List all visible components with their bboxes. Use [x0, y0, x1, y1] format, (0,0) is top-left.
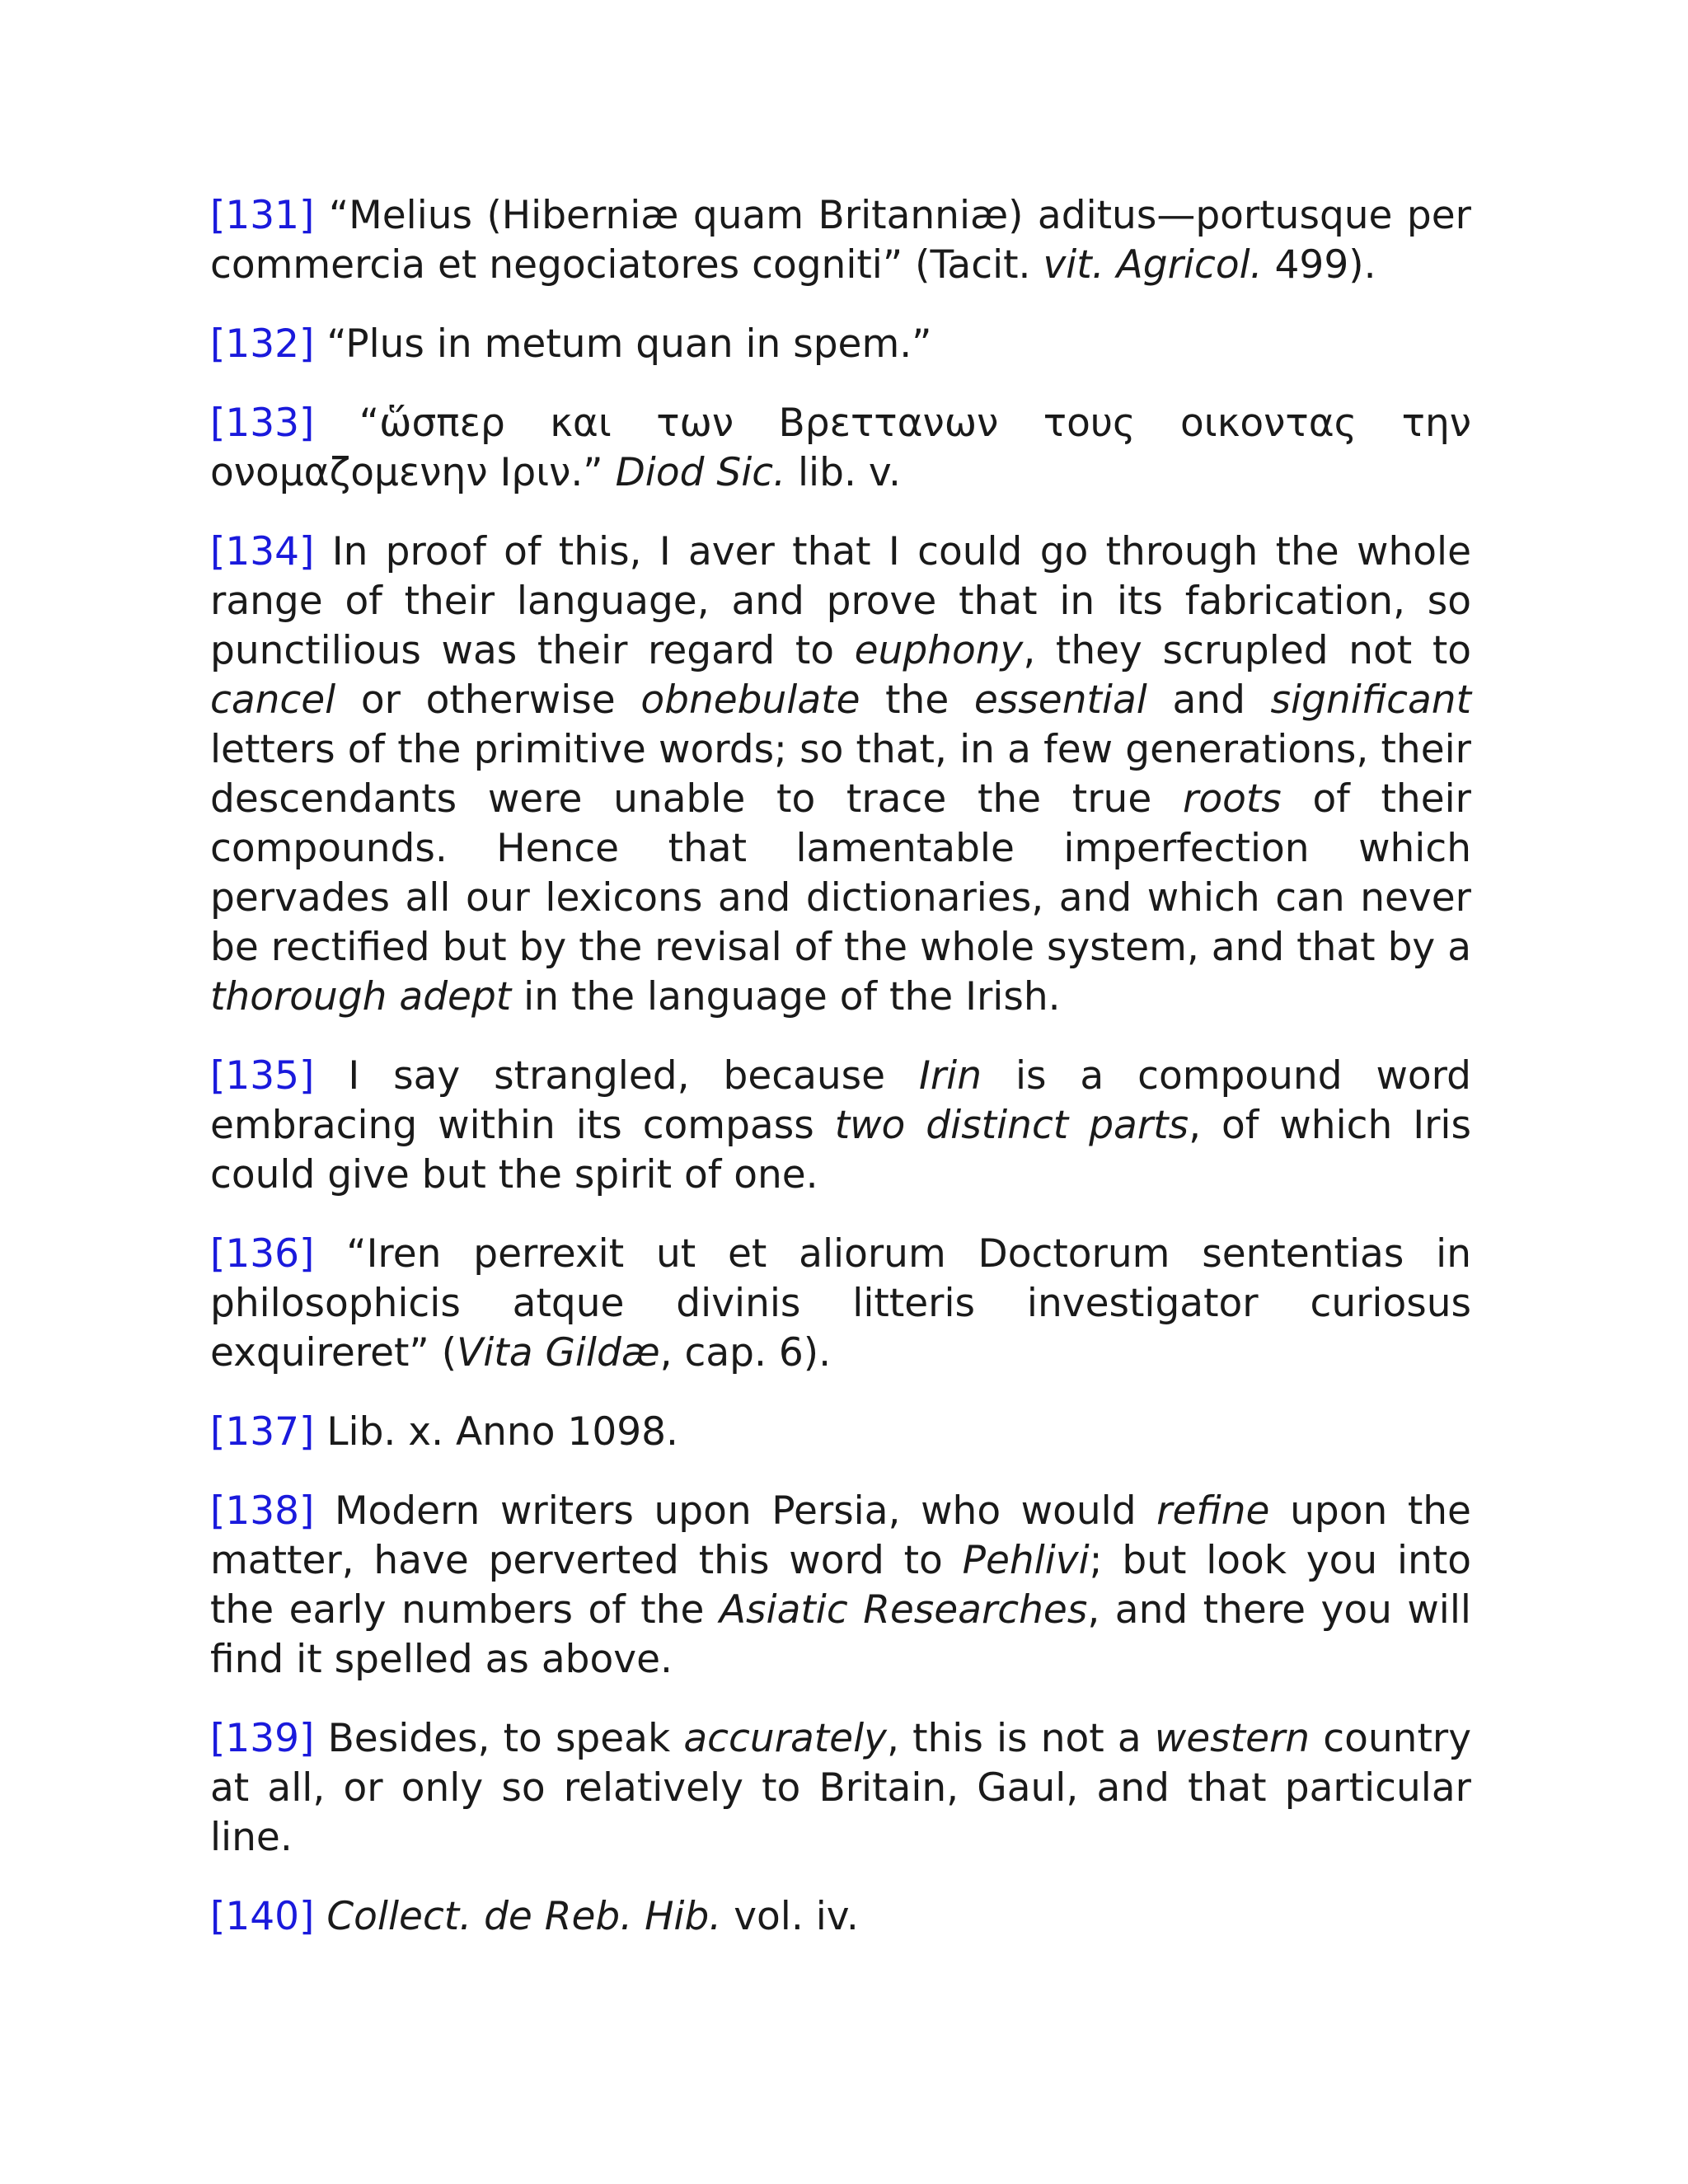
footnote-text: in the language of the Irish.	[511, 974, 1061, 1019]
footnote-131	[210, 191, 1471, 290]
footnote-italic-text: roots	[1183, 776, 1282, 822]
footnote-text: of their compounds. Hence that lamentable imperfection which pervades all our lexicons and dictionaries, and which can never be rectified but by the revisal of the whole system, and that by a	[210, 776, 1472, 970]
footnote-ref-link[interactable]: [140]	[210, 1894, 315, 1939]
footnote-136	[210, 1230, 1471, 1378]
footnote-text: is a compound word embracing within its compass	[210, 1053, 1471, 1148]
footnote-text: letters of the primitive words; so that, in a few generations, their descendants were unable to trace the true	[210, 727, 1471, 822]
footnote-ref-link[interactable]: [134]	[210, 529, 315, 574]
footnote-ref-link[interactable]: [137]	[210, 1409, 315, 1455]
footnote-text: “ὥσπερ και των Βρεττανων τους οικοντας την ονομαζομενην Ιριν.”	[210, 401, 1471, 495]
footnote-italic-text: Diod Sic.	[615, 450, 786, 495]
footnote-italic-text: Irin	[919, 1053, 982, 1099]
footnote-text: upon the matter, have perverted this word to	[210, 1488, 1471, 1583]
footnote-text: and	[1146, 677, 1271, 723]
footnote-133	[210, 399, 1471, 498]
footnote-italic-text: accurately	[683, 1716, 887, 1761]
footnote-text: the	[860, 677, 974, 723]
footnote-italic-text: western	[1154, 1716, 1311, 1761]
footnote-ref-link[interactable]: [136]	[210, 1231, 315, 1277]
footnote-italic-text: thorough adept	[210, 974, 512, 1019]
footnote-text: “Melius (Hiberniæ quam Britanniæ) aditus—portusque per commercia et negociatores cogniti” (Tacit.	[210, 193, 1471, 288]
footnote-italic-text: Asiatic Researches	[719, 1587, 1088, 1633]
footnote-italic-text: cancel	[210, 677, 336, 723]
footnote-text: vol. iv.	[721, 1894, 859, 1939]
footnote-italic-text: Vita Gildæ	[457, 1330, 660, 1376]
footnote-text: lib. v.	[785, 450, 901, 495]
footnote-text: In proof of this, I aver that I could go through the whole range of their language, and prove that in its fabrication, so punctilious was their regard to	[210, 529, 1471, 673]
footnote-ref-link[interactable]: [139]	[210, 1716, 315, 1761]
footnote-text: Modern writers upon Persia, who would	[335, 1488, 1157, 1534]
footnote-140	[210, 1892, 1471, 1942]
footnote-italic-text: refine	[1156, 1488, 1270, 1534]
footnote-italic-text: significant	[1270, 677, 1471, 723]
footnotes-page	[210, 191, 1471, 1971]
footnote-text: “Plus in metum quan in spem.”	[326, 321, 932, 367]
footnote-ref-link[interactable]: [132]	[210, 321, 315, 367]
footnote-text: Lib. x. Anno 1098.	[326, 1409, 678, 1455]
footnote-text: “Iren perrexit ut et aliorum Doctorum sententias in philosophicis atque divinis litteris investigator curiosus exquireret” (	[210, 1231, 1471, 1376]
footnote-text: or otherwise	[335, 677, 641, 723]
footnote-137	[210, 1408, 1471, 1457]
footnote-135	[210, 1052, 1471, 1200]
footnote-text: country at all, or only so relatively to Britain, Gaul, and that particular line.	[210, 1716, 1472, 1860]
footnote-italic-text: obnebulate	[640, 677, 860, 723]
footnote-italic-text: vit. Agricol.	[1043, 242, 1263, 288]
footnote-134	[210, 527, 1471, 1022]
footnote-ref-link[interactable]: [135]	[210, 1053, 315, 1099]
footnote-italic-text: two distinct parts	[834, 1103, 1189, 1148]
footnote-text: 499).	[1262, 242, 1376, 288]
footnote-text: , this is not a	[886, 1716, 1155, 1761]
footnote-ref-link[interactable]: [138]	[210, 1488, 315, 1534]
footnote-text: , cap. 6).	[659, 1330, 832, 1376]
footnote-text: , they scrupled not to	[1023, 628, 1471, 673]
footnote-132	[210, 320, 1471, 369]
footnote-text: I say strangled, because	[348, 1053, 919, 1099]
footnote-text: , and there you will find it spelled as above.	[210, 1587, 1471, 1682]
footnote-138	[210, 1487, 1471, 1685]
footnote-text: , of which Iris could give but the spirit of one.	[210, 1103, 1471, 1197]
footnote-text: ; but look you into the early numbers of the	[210, 1538, 1471, 1633]
footnote-139	[210, 1714, 1471, 1863]
footnote-italic-text: euphony	[854, 628, 1024, 673]
footnote-italic-text: essential	[973, 677, 1147, 723]
footnote-italic-text: Collect. de Reb. Hib.	[326, 1894, 722, 1939]
footnote-ref-link[interactable]: [131]	[210, 193, 315, 238]
footnote-italic-text: Pehlivi	[962, 1538, 1090, 1583]
footnote-ref-link[interactable]: [133]	[210, 401, 315, 446]
footnote-text: Besides, to speak	[327, 1716, 684, 1761]
